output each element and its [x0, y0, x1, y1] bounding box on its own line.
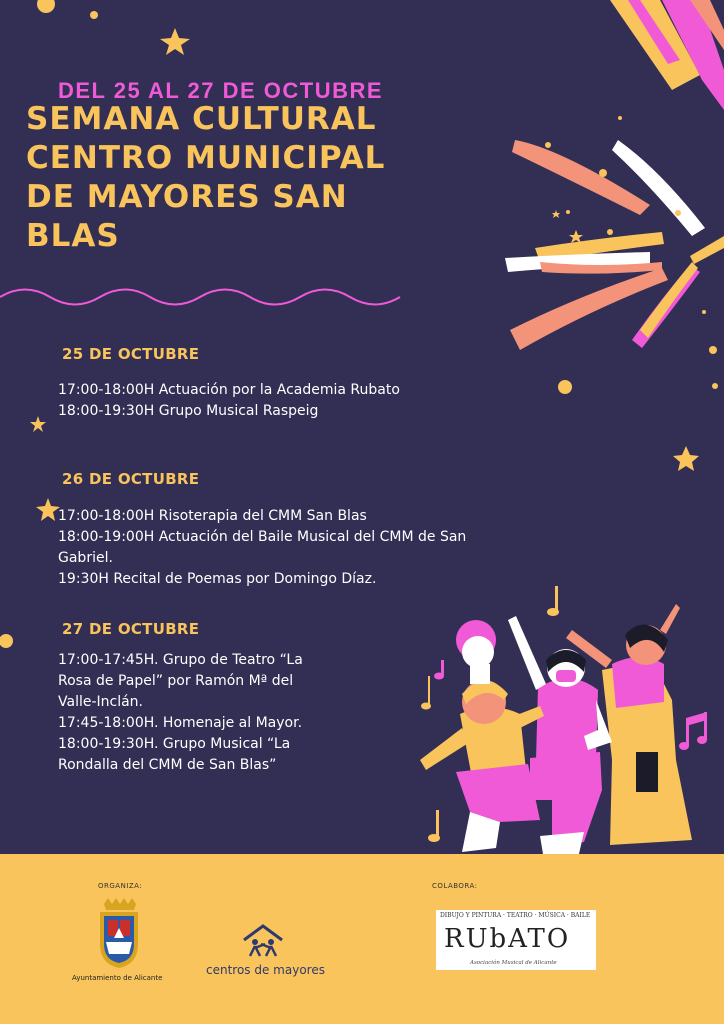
organiza-label: ORGANIZA:	[98, 882, 143, 890]
centros-mayores-logo	[240, 922, 286, 960]
day-heading: 25 DE OCTUBRE	[62, 345, 200, 363]
title-line: CENTRO MUNICIPAL	[26, 140, 386, 176]
firework-burst	[505, 140, 724, 350]
title-line: DE MAYORES SAN	[26, 179, 348, 215]
schedule-item: 19:30H Recital de Poemas por Domingo Díaz.	[58, 571, 377, 587]
schedule-item: Gabriel.	[58, 550, 113, 566]
title-line: SEMANA CULTURAL	[26, 101, 377, 137]
day-heading: 27 DE OCTUBRE	[62, 620, 200, 638]
schedule-item: 18:00-19:30H. Grupo Musical “La	[58, 736, 291, 752]
colabora-label: COLABORA:	[432, 882, 478, 890]
schedule-item: 17:45-18:00H. Homenaje al Mayor.	[58, 715, 303, 731]
rubato-subtitle: Asociación Musical de Alicante	[470, 960, 557, 966]
schedule-item: 18:00-19:00H Actuación del Baile Musical del CMM de San	[58, 529, 467, 545]
schedule-item: 17:00-18:00H Actuación por la Academia Rubato	[58, 382, 400, 398]
poster-title	[26, 100, 476, 256]
schedule-item: 18:00-19:30H Grupo Musical Raspeig	[58, 403, 319, 419]
day-heading: 26 DE OCTUBRE	[62, 470, 200, 488]
day-schedule	[58, 380, 400, 422]
dancers-illustration	[420, 586, 707, 860]
event-date-range: DEL 25 AL 27 DE OCTUBRE	[58, 78, 384, 103]
centros-mayores-text: centros de mayores	[206, 963, 325, 977]
rubato-disciplines: DIBUJO Y PINTURA · TEATRO · MÚSICA · BAILE	[440, 912, 591, 919]
day-schedule	[58, 650, 303, 776]
alicante-crest-logo	[96, 898, 142, 970]
title-line: BLAS	[26, 218, 120, 254]
schedule-item: 17:00-18:00H Risoterapia del CMM San Blas	[58, 508, 367, 524]
schedule-item: Rondalla del CMM de San Blas”	[58, 757, 277, 773]
schedule-item: Rosa de Papel” por Ramón Mª del	[58, 673, 294, 689]
ayuntamiento-caption: Ayuntamiento de Alicante	[72, 974, 163, 982]
schedule-item: 17:00-17:45H. Grupo de Teatro “La	[58, 652, 303, 668]
rubato-logo	[436, 910, 596, 970]
streamer-decoration	[610, 0, 724, 110]
day-schedule	[58, 506, 466, 590]
schedule-item: Valle-Inclán.	[58, 694, 144, 710]
rubato-name: RUbATO	[444, 924, 571, 954]
wavy-divider	[0, 282, 420, 312]
